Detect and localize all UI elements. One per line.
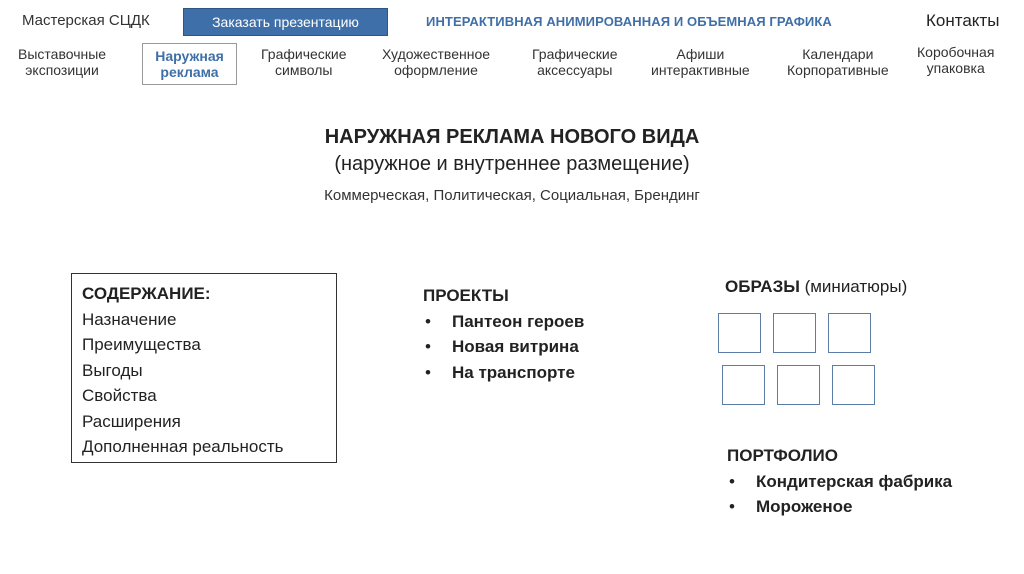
projects-list (423, 309, 584, 386)
page-subtitle: (наружное и внутреннее размещение) (334, 153, 690, 175)
portfolio-list (727, 469, 952, 520)
contents-item-extensions[interactable]: Расширения (82, 411, 181, 431)
nav-item-label-line2: реклама (160, 64, 219, 80)
nav-item-label-line2: упаковка (926, 60, 985, 76)
nav-item-corporate-calendars[interactable] (787, 46, 889, 78)
thumbnail-1[interactable] (718, 313, 761, 353)
nav-item-label-line1: Художественное (382, 46, 491, 62)
nav-item-graphic-accessories[interactable] (532, 46, 618, 78)
projects-title: ПРОЕКТЫ (423, 286, 509, 305)
interactive-graphics-link[interactable]: ИНТЕРАКТИВНАЯ АНИМИРОВАННАЯ И ОБЪЕМНАЯ ГРАФИКА (426, 14, 832, 29)
nav-item-exhibitions[interactable] (18, 46, 106, 78)
thumbnail-4[interactable] (722, 365, 765, 405)
contents-item-advantages[interactable]: Преимущества (82, 335, 201, 354)
nav-item-label-line1: Наружная (155, 48, 224, 64)
nav-item-label-line1: Выставочные (18, 46, 107, 62)
nav-item-label-line1: Календари (802, 46, 874, 62)
page-title: НАРУЖНАЯ РЕКЛАМА НОВОГО ВИДА (324, 126, 700, 148)
contents-item-purpose[interactable]: Назначение (82, 309, 177, 329)
nav-item-label-line1: Графические (261, 46, 347, 62)
brand-label: Мастерская СЦДК (22, 12, 150, 29)
nav-item-outdoor-advertising[interactable] (142, 43, 237, 85)
nav-item-label-line2: экспозиции (25, 62, 99, 78)
contents-item-benefits[interactable]: Выгоды (82, 360, 143, 380)
portfolio-item[interactable]: • Мороженое (727, 494, 952, 520)
project-item[interactable]: • На транспорте (423, 360, 584, 386)
portfolio-item[interactable]: • Кондитерская фабрика (727, 469, 952, 495)
nav-item-label-line1: Коробочная (917, 44, 995, 60)
nav-item-art-design[interactable] (382, 46, 490, 78)
nav-item-label-line2: аксессуары (537, 62, 613, 78)
nav-item-label-line1: Афиши (676, 46, 725, 62)
contents-panel (71, 273, 337, 463)
contents-title: СОДЕРЖАНИЕ: (82, 284, 211, 303)
nav-item-label-line2: символы (275, 62, 333, 78)
nav-item-label-line1: Графические (532, 46, 618, 62)
order-presentation-button[interactable]: Заказать презентацию (183, 8, 388, 36)
nav-item-interactive-posters[interactable] (651, 46, 750, 78)
nav-item-label-line2: Корпоративные (787, 62, 889, 78)
portfolio-title: ПОРТФОЛИО (727, 446, 838, 465)
portfolio-section (727, 443, 952, 520)
nav-item-box-packaging[interactable] (917, 44, 994, 76)
projects-section (423, 283, 584, 385)
thumbnail-2[interactable] (773, 313, 816, 353)
nav-item-label-line2: оформление (394, 62, 478, 78)
nav-item-label-line2: интерактивные (651, 62, 750, 78)
nav-item-graphic-symbols[interactable] (261, 46, 347, 78)
thumbnail-5[interactable] (777, 365, 820, 405)
page-categories: Коммерческая, Политическая, Социальная, Брендинг (324, 187, 700, 204)
project-item[interactable]: • Новая витрина (423, 334, 584, 360)
thumbnail-6[interactable] (832, 365, 875, 405)
images-section-title (725, 277, 907, 297)
contacts-link[interactable]: Контакты (926, 11, 1000, 30)
project-item[interactable]: • Пантеон героев (423, 309, 584, 335)
images-title: ОБРАЗЫ (725, 277, 800, 296)
images-subtitle: (миниатюры) (799, 277, 908, 296)
contents-item-augmented-reality[interactable]: Дополненная реальность (82, 437, 284, 456)
thumbnail-3[interactable] (828, 313, 871, 353)
contents-item-properties[interactable]: Свойства (82, 386, 157, 405)
